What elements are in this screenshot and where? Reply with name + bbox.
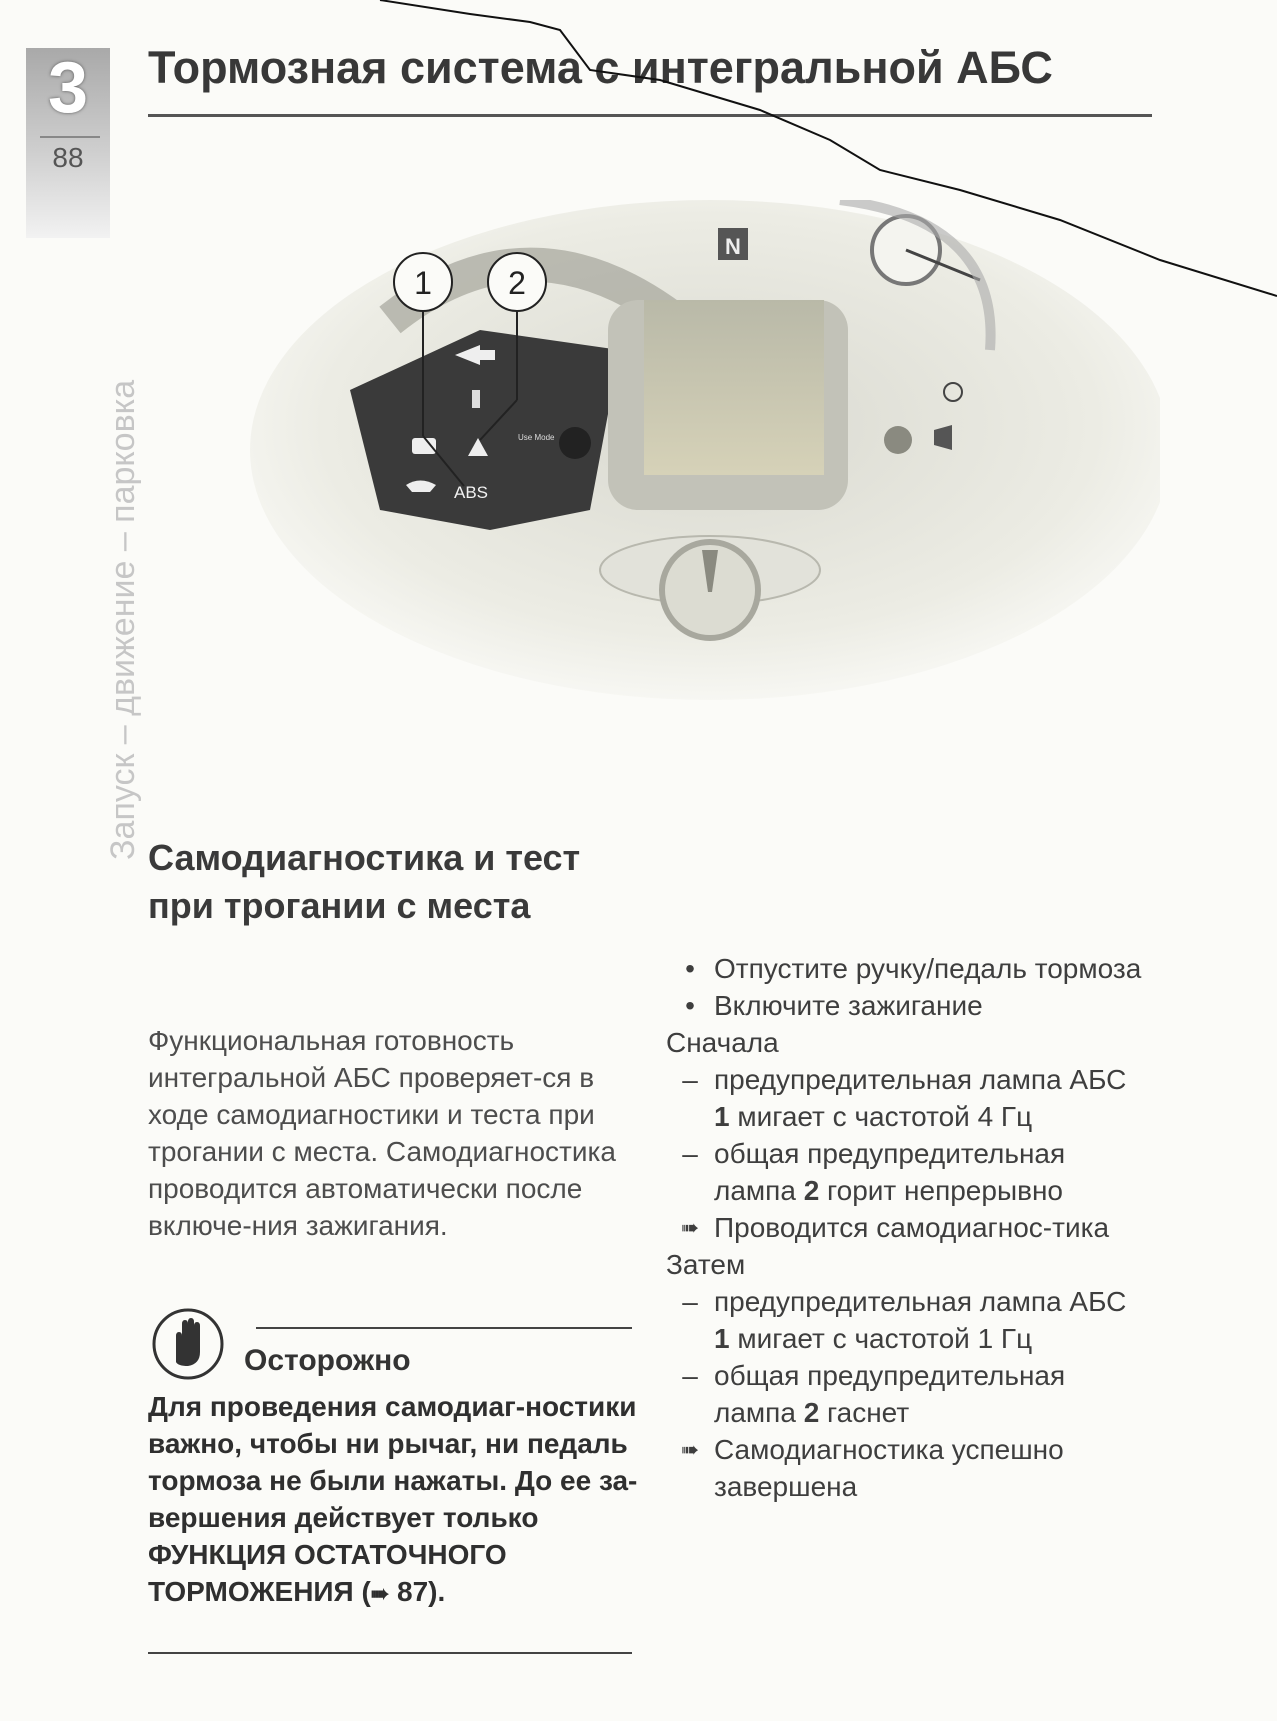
step-then-abs-lamp (714, 1283, 1146, 1357)
list-item (666, 1061, 1146, 1135)
use-mode-label: Use Mode (518, 433, 555, 442)
callout-1-label: 1 (414, 265, 432, 301)
lamp-number: 1 (714, 1101, 730, 1132)
instrument-cluster-figure (240, 200, 1160, 710)
dash-marker: – (682, 1064, 698, 1095)
dash-marker: – (682, 1286, 698, 1317)
page-title: Тормозная система с интегральной АБС (148, 42, 1053, 93)
procedure-steps (666, 950, 1146, 1505)
lamp-number: 2 (803, 1175, 820, 1206)
text-run: горит непрерывно (819, 1175, 1063, 1206)
step-ignition-on: Включите зажигание (714, 990, 983, 1021)
warning-text (148, 1388, 648, 1612)
text-run: мигает с частотой 4 Гц (729, 1101, 1033, 1132)
bullet-marker: • (685, 953, 695, 984)
coolant-lamp-icon (472, 390, 480, 408)
gear-indicator-label: N (725, 234, 741, 259)
right-knob (884, 426, 912, 454)
warning-page-ref: 87 (397, 1576, 429, 1607)
text-run: общая предупредительная лампа (714, 1138, 1066, 1206)
step-first-abs-lamp (714, 1061, 1146, 1135)
list-item (666, 1431, 1146, 1505)
callout-2-label: 2 (508, 265, 526, 301)
result-arrow-icon: ➠ (680, 1437, 700, 1462)
text-run: предупредительная лампа АБС (714, 1286, 1127, 1317)
dash-marker: – (682, 1360, 698, 1391)
page-ref-arrow-icon: ➠ (370, 1581, 390, 1606)
warning-bottom-rule (148, 1652, 632, 1654)
warning-top-rule (256, 1327, 632, 1329)
step-then-general-lamp (714, 1357, 1146, 1431)
bullet-marker: • (685, 990, 695, 1021)
list-item (666, 1209, 1146, 1246)
lamp-number: 2 (803, 1397, 820, 1428)
list-item (666, 987, 1146, 1024)
hand-stop-icon (150, 1306, 226, 1382)
text-run: гаснет (819, 1397, 910, 1428)
chapter-side-label: Запуск – движение – парковка (104, 379, 142, 860)
step-first-result: Проводится самодиагнос-тика (714, 1212, 1110, 1243)
warning-text-end: ). (428, 1576, 446, 1607)
list-item (666, 1135, 1146, 1209)
text-run: мигает с частотой 1 Гц (729, 1323, 1033, 1354)
section-heading: Самодиагностика и тест при трогании с места (148, 837, 581, 926)
dash-marker: – (682, 1138, 698, 1169)
chapter-number: 3 (47, 48, 89, 128)
warning-text-main: Для проведения самодиаг-ностики важно, чтобы ни рычаг, ни педаль тормоза не были нажаты. До ее за-вершения действует только ФУНКЦИЯ ОСТАТОЧНОГО ТОРМОЖЕНИЯ ( (148, 1391, 638, 1607)
result-arrow-icon: ➠ (680, 1215, 700, 1240)
list-item (666, 1283, 1146, 1357)
step-release-brake: Отпустите ручку/педаль тормоза (714, 953, 1142, 984)
abs-lamp-label: ABS (454, 483, 489, 502)
left-knob (559, 427, 591, 459)
step-then-result: Самодиагностика успешно завершена (714, 1434, 1064, 1502)
list-item (666, 950, 1146, 987)
intro-paragraph: Функциональная готовность интегральной АБС проверяет-ся в ходе самодиагностики и теста при трогании с места. Самодиагностика проводится автоматически после включе-ния зажигания. (148, 1025, 616, 1241)
warning-label: Осторожно (244, 1344, 411, 1377)
text-run: общая предупредительная лампа (714, 1360, 1066, 1428)
first-label: Сначала (666, 1027, 779, 1058)
then-label: Затем (666, 1249, 746, 1280)
lcd-display (644, 300, 824, 475)
list-item (666, 1357, 1146, 1431)
text-run: предупредительная лампа АБС (714, 1064, 1127, 1095)
page-number: 88 (52, 142, 84, 173)
step-first-general-lamp (714, 1135, 1146, 1209)
lamp-number: 1 (714, 1323, 730, 1354)
